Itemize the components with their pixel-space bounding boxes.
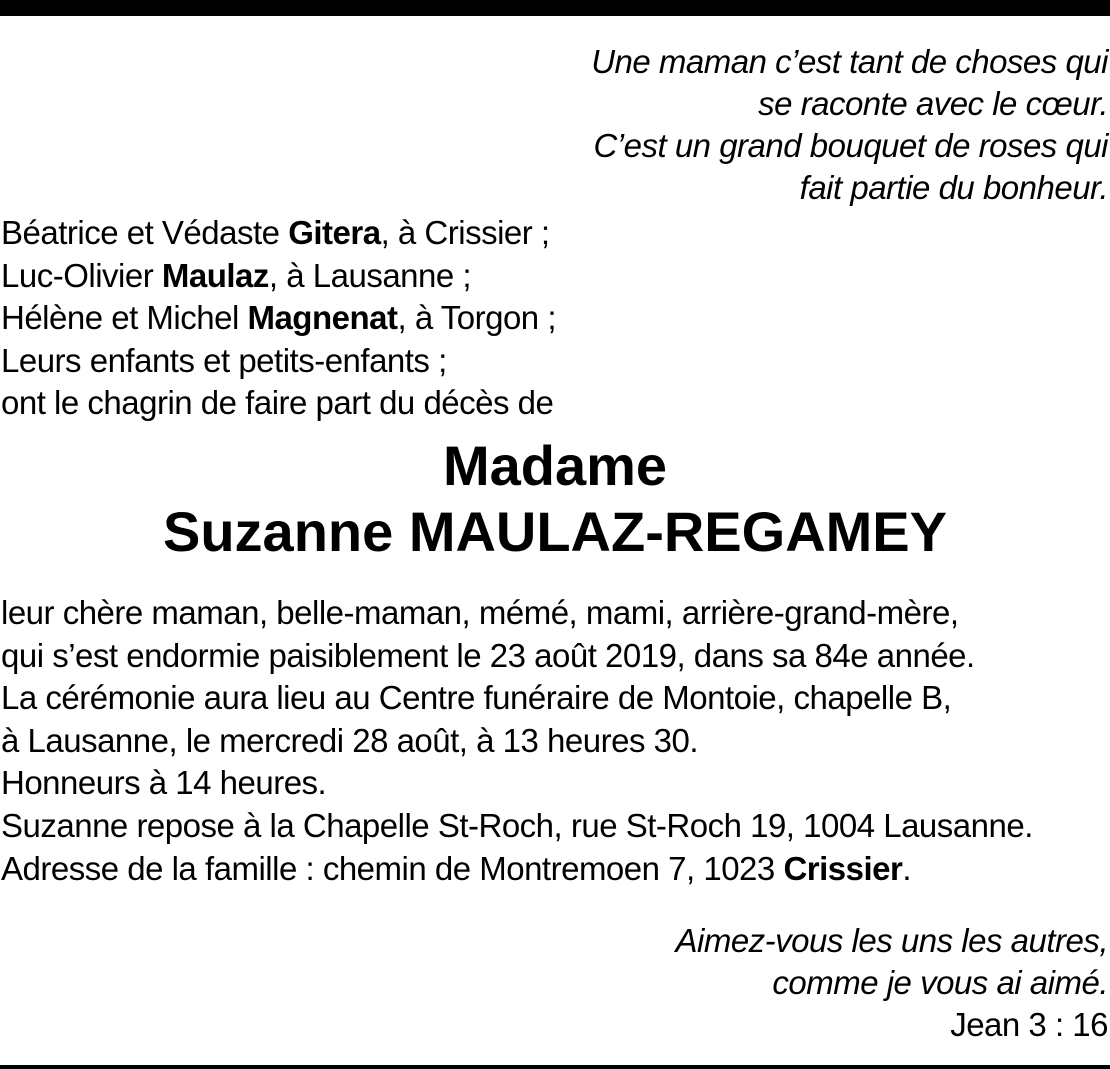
epigraph-poem <box>591 41 1108 209</box>
details-line: leur chère maman, belle-maman, mémé, mami, arrière-grand-mère, <box>1 594 959 631</box>
details-line: qui s’est endormie paisiblement le 23 août 2019, dans sa 84e année. <box>1 636 975 674</box>
address-suffix: . <box>902 849 912 887</box>
announcement-line: ont le chagrin de faire part du décès de <box>1 384 554 422</box>
details-line: La cérémonie aura lieu au Centre funéraire de Montoie, chapelle B, <box>1 679 952 717</box>
family-entry-prefix: Luc-Olivier <box>1 256 162 294</box>
family-surname: Gitera <box>288 214 381 251</box>
verse-reference: Jean 3 : 16 <box>950 1006 1108 1043</box>
top-rule <box>0 0 1110 16</box>
family-entry-prefix: Béatrice et Védaste <box>1 214 289 251</box>
deceased-name: Suzanne MAULAZ-REGAMEY <box>163 500 947 563</box>
epigraph-line: C’est un grand bouquet de roses qui <box>593 127 1108 164</box>
family-entry <box>1 297 556 340</box>
family-extra-line: Leurs enfants et petits-enfants ; <box>1 341 447 379</box>
closing-line: Aimez-vous les uns les autres, <box>675 922 1108 959</box>
family-list <box>1 212 556 425</box>
family-entry-suffix: , à Torgon ; <box>397 299 556 337</box>
family-entry-suffix: , à Crissier ; <box>380 214 550 251</box>
family-entry-suffix: , à Lausanne ; <box>268 256 472 294</box>
bottom-rule <box>0 1065 1110 1069</box>
epigraph-line: se raconte avec le cœur. <box>758 85 1108 122</box>
closing-line: comme je vous ai aimé. <box>772 964 1108 1001</box>
deceased-name-block <box>0 433 1110 565</box>
family-surname: Maulaz <box>161 256 269 294</box>
family-entry-prefix: Hélène et Michel <box>1 299 248 337</box>
deceased-title: Madame <box>442 434 668 497</box>
family-entry <box>1 255 556 298</box>
closing-verse <box>675 920 1108 1046</box>
epigraph-line: Une maman c’est tant de choses qui <box>591 43 1108 80</box>
funeral-details <box>1 592 1033 890</box>
details-line: Suzanne repose à la Chapelle St-Roch, rue St-Roch 19, 1004 Lausanne. <box>1 806 1033 844</box>
epigraph-line: fait partie du bonheur. <box>799 169 1108 206</box>
family-surname: Magnenat <box>247 299 398 337</box>
family-address <box>1 848 1033 891</box>
family-entry <box>1 212 556 255</box>
details-line: à Lausanne, le mercredi 28 août, à 13 heures 30. <box>1 721 698 759</box>
address-prefix: Adresse de la famille : chemin de Montremoen 7, 1023 <box>1 849 784 887</box>
details-line: Honneurs à 14 heures. <box>1 764 327 802</box>
address-city: Crissier <box>783 849 903 887</box>
